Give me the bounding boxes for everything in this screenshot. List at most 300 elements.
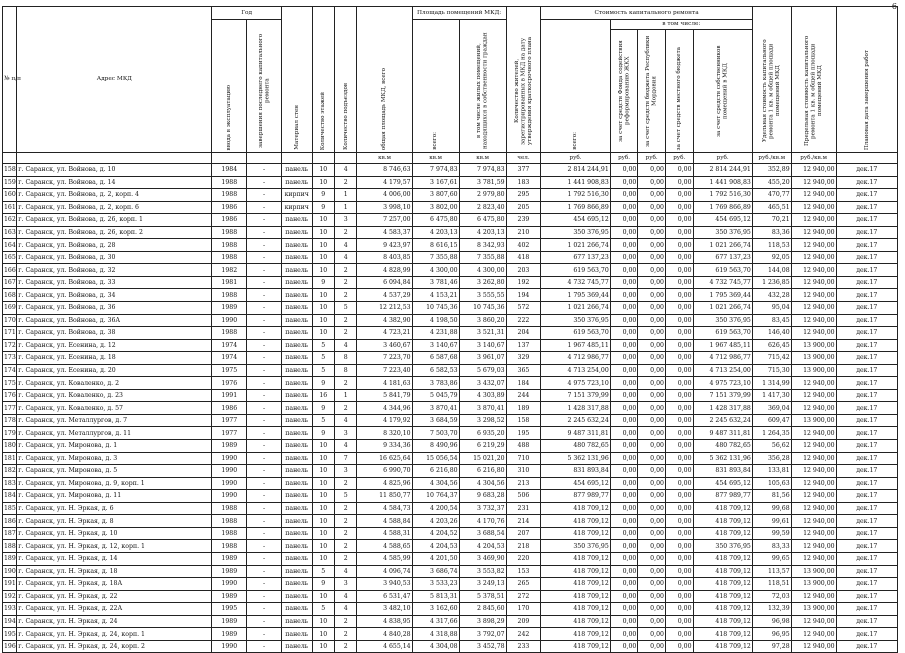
cell-entrances: 3 xyxy=(335,427,357,440)
cell-cost-federal: 0,00 xyxy=(610,276,638,289)
cell-address: г. Саранск, ул. Войнова, д. 2, корп. 6 xyxy=(17,201,212,214)
cell-year-last-repair: - xyxy=(247,628,282,641)
cell-residents: 194 xyxy=(506,289,541,302)
cell-wall-material: кирпич xyxy=(281,201,312,214)
cell-row-number: 189 xyxy=(3,552,17,565)
cell-premises-residential: 5 679,03 xyxy=(459,364,506,377)
cell-specific-cost: 81,56 xyxy=(752,490,791,503)
cell-cost-owners: 1 021 266,74 xyxy=(693,302,752,315)
cell-wall-material: панель xyxy=(281,214,312,227)
cell-row-number: 187 xyxy=(3,527,17,540)
cell-year-last-repair: - xyxy=(247,527,282,540)
cell-year-last-repair: - xyxy=(247,414,282,427)
cell-cost-local: 0,00 xyxy=(665,189,693,202)
header-year-last-repair: завершения последнего капитального ремонта xyxy=(247,20,282,153)
cell-floors: 10 xyxy=(312,251,334,264)
cell-premises-residential: 4 303,89 xyxy=(459,389,506,402)
cell-residents: 295 xyxy=(506,189,541,202)
cell-premises-residential: 3 432,07 xyxy=(459,377,506,390)
cell-cost-local: 0,00 xyxy=(665,264,693,277)
cell-completion-date: дек.17 xyxy=(836,552,897,565)
cell-completion-date: дек.17 xyxy=(836,214,897,227)
cell-residents: 213 xyxy=(506,477,541,490)
cell-specific-cost: 133,81 xyxy=(752,465,791,478)
cell-address: г. Саранск, ул. Войнова, д. 26, корп. 2 xyxy=(17,226,212,239)
cell-year-commission: 1984 xyxy=(212,164,247,177)
cell-max-cost: 12 940,00 xyxy=(791,276,836,289)
cell-cost-federal: 0,00 xyxy=(610,251,638,264)
table-row xyxy=(3,364,898,377)
cell-specific-cost: 118,53 xyxy=(752,239,791,252)
cell-premises-residential: 6 216,80 xyxy=(459,465,506,478)
cell-floors: 10 xyxy=(312,628,334,641)
cell-address: г. Саранск, ул. Н. Эркая, д. 12, корп. 1 xyxy=(17,540,212,553)
cell-year-commission: 1989 xyxy=(212,302,247,315)
cell-max-cost: 12 940,00 xyxy=(791,628,836,641)
cell-specific-cost: 455,20 xyxy=(752,176,791,189)
cell-premises-total: 4 204,52 xyxy=(412,527,459,540)
cell-year-commission: 1986 xyxy=(212,402,247,415)
cell-wall-material: панель xyxy=(281,590,312,603)
cell-cost-total: 1 967 485,11 xyxy=(541,339,610,352)
table-row xyxy=(3,239,898,252)
cell-completion-date: дек.17 xyxy=(836,352,897,365)
cell-entrances: 1 xyxy=(335,389,357,402)
cell-cost-total: 418 709,12 xyxy=(541,578,610,591)
cell-year-commission: 1990 xyxy=(212,640,247,653)
cell-address: г. Саранск, ул. Н. Эркая, д. 14 xyxy=(17,552,212,565)
cell-cost-federal: 0,00 xyxy=(610,552,638,565)
cell-cost-regional: 0,00 xyxy=(638,377,666,390)
cell-address: г. Саранск, ул. Войнова, д. 14 xyxy=(17,176,212,189)
cell-entrances: 2 xyxy=(335,226,357,239)
cell-year-last-repair: - xyxy=(247,327,282,340)
cell-total-area: 4 584,73 xyxy=(357,502,412,515)
cell-wall-material: панель xyxy=(281,264,312,277)
cell-cost-regional: 0,00 xyxy=(638,389,666,402)
cell-row-number: 173 xyxy=(3,352,17,365)
cell-completion-date: дек.17 xyxy=(836,615,897,628)
cell-residents: 310 xyxy=(506,465,541,478)
cell-cost-local: 0,00 xyxy=(665,628,693,641)
cell-floors: 9 xyxy=(312,189,334,202)
cell-cost-local: 0,00 xyxy=(665,327,693,340)
cell-row-number: 163 xyxy=(3,226,17,239)
cell-cost-owners: 4 713 254,00 xyxy=(693,364,752,377)
cell-premises-residential: 6 219,29 xyxy=(459,440,506,453)
cell-residents: 209 xyxy=(506,615,541,628)
cell-cost-total: 4 713 254,00 xyxy=(541,364,610,377)
unit-rub: руб. xyxy=(541,153,610,164)
cell-cost-regional: 0,00 xyxy=(638,314,666,327)
cell-floors: 16 xyxy=(312,389,334,402)
cell-cost-local: 0,00 xyxy=(665,352,693,365)
cell-residents: 203 xyxy=(506,264,541,277)
cell-max-cost: 13 900,00 xyxy=(791,364,836,377)
table-row xyxy=(3,603,898,616)
cell-premises-residential: 15 021,20 xyxy=(459,452,506,465)
cell-premises-total: 4 203,13 xyxy=(412,226,459,239)
cell-row-number: 177 xyxy=(3,402,17,415)
cell-floors: 10 xyxy=(312,239,334,252)
cell-premises-residential: 3 469,90 xyxy=(459,552,506,565)
table-row xyxy=(3,352,898,365)
unit-area: кв.м xyxy=(459,153,506,164)
cell-total-area: 4 588,65 xyxy=(357,540,412,553)
cell-cost-owners: 454 695,12 xyxy=(693,214,752,227)
cell-specific-cost: 118,51 xyxy=(752,578,791,591)
unit-rub-per-sqm: руб./кв.м xyxy=(791,153,836,164)
cell-entrances: 4 xyxy=(335,251,357,264)
cell-completion-date: дек.17 xyxy=(836,502,897,515)
cell-row-number: 164 xyxy=(3,239,17,252)
cell-year-last-repair: - xyxy=(247,440,282,453)
cell-premises-residential: 8 342,93 xyxy=(459,239,506,252)
table-body xyxy=(3,164,898,653)
cell-residents: 272 xyxy=(506,590,541,603)
cell-entrances: 2 xyxy=(335,477,357,490)
cell-address: г. Саранск, ул. Есенина, д. 18 xyxy=(17,352,212,365)
cell-cost-regional: 0,00 xyxy=(638,603,666,616)
cell-row-number: 171 xyxy=(3,327,17,340)
cell-premises-residential: 3 898,29 xyxy=(459,615,506,628)
cell-premises-total: 4 304,56 xyxy=(412,477,459,490)
cell-total-area: 4 588,84 xyxy=(357,515,412,528)
cell-wall-material: панель xyxy=(281,477,312,490)
cell-cost-total: 454 695,12 xyxy=(541,477,610,490)
cell-premises-residential: 4 204,53 xyxy=(459,540,506,553)
cell-year-commission: 1990 xyxy=(212,578,247,591)
cell-year-commission: 1977 xyxy=(212,427,247,440)
cell-premises-residential: 7 355,88 xyxy=(459,251,506,264)
cell-cost-regional: 0,00 xyxy=(638,251,666,264)
cell-residents: 205 xyxy=(506,201,541,214)
table-row xyxy=(3,251,898,264)
cell-cost-owners: 480 782,65 xyxy=(693,440,752,453)
table-row xyxy=(3,201,898,214)
header-cost-regional: за счет средств бюджета Республики Мордовия xyxy=(638,30,666,153)
header-cost-local: за счет средств местного бюджета xyxy=(665,30,693,153)
cell-premises-residential: 2 845,60 xyxy=(459,603,506,616)
cell-row-number: 193 xyxy=(3,603,17,616)
cell-max-cost: 12 940,00 xyxy=(791,302,836,315)
cell-premises-total: 3 140,67 xyxy=(412,339,459,352)
cell-residents: 220 xyxy=(506,552,541,565)
cell-completion-date: дек.17 xyxy=(836,164,897,177)
cell-wall-material: панель xyxy=(281,239,312,252)
cell-entrances: 2 xyxy=(335,615,357,628)
cell-address: г. Саранск, ул. Войнова, д. 10 xyxy=(17,164,212,177)
cell-cost-regional: 0,00 xyxy=(638,465,666,478)
cell-specific-cost: 1 264,35 xyxy=(752,427,791,440)
cell-total-area: 8 320,10 xyxy=(357,427,412,440)
cell-cost-owners: 1 441 908,83 xyxy=(693,176,752,189)
cell-residents: 183 xyxy=(506,176,541,189)
cell-completion-date: дек.17 xyxy=(836,465,897,478)
cell-total-area: 8 746,63 xyxy=(357,164,412,177)
cell-cost-local: 0,00 xyxy=(665,540,693,553)
cell-cost-owners: 2 814 244,91 xyxy=(693,164,752,177)
cell-address: г. Саранск, ул. Войнова, д. 28 xyxy=(17,239,212,252)
cell-wall-material: панель xyxy=(281,552,312,565)
cell-total-area: 4 006,00 xyxy=(357,189,412,202)
cell-cost-owners: 677 137,23 xyxy=(693,251,752,264)
cell-cost-federal: 0,00 xyxy=(610,189,638,202)
cell-total-area: 9 334,36 xyxy=(357,440,412,453)
cell-specific-cost: 626,45 xyxy=(752,339,791,352)
cell-cost-regional: 0,00 xyxy=(638,414,666,427)
cell-address: г. Саранск, ул. Войнова, д. 26, корп. 1 xyxy=(17,214,212,227)
cell-total-area: 11 850,77 xyxy=(357,490,412,503)
cell-wall-material: панель xyxy=(281,465,312,478)
cell-year-last-repair: - xyxy=(247,214,282,227)
cell-premises-total: 4 201,50 xyxy=(412,552,459,565)
cell-floors: 5 xyxy=(312,352,334,365)
cell-max-cost: 12 940,00 xyxy=(791,164,836,177)
cell-specific-cost: 72,03 xyxy=(752,590,791,603)
cell-cost-regional: 0,00 xyxy=(638,302,666,315)
cell-entrances: 4 xyxy=(335,414,357,427)
cell-premises-residential: 3 732,37 xyxy=(459,502,506,515)
cell-specific-cost: 96,95 xyxy=(752,628,791,641)
cell-wall-material: панель xyxy=(281,251,312,264)
cell-residents: 377 xyxy=(506,164,541,177)
cell-residents: 218 xyxy=(506,540,541,553)
cell-entrances: 5 xyxy=(335,302,357,315)
header-year: Год xyxy=(212,7,281,20)
cell-premises-residential: 4 170,76 xyxy=(459,515,506,528)
cell-cost-owners: 831 893,84 xyxy=(693,465,752,478)
table-row xyxy=(3,527,898,540)
cell-specific-cost: 144,08 xyxy=(752,264,791,277)
cell-cost-federal: 0,00 xyxy=(610,452,638,465)
cell-specific-cost: 83,33 xyxy=(752,540,791,553)
cell-floors: 10 xyxy=(312,214,334,227)
cell-year-last-repair: - xyxy=(247,452,282,465)
cell-max-cost: 12 940,00 xyxy=(791,515,836,528)
unit-cell xyxy=(836,153,897,164)
cell-completion-date: дек.17 xyxy=(836,427,897,440)
table-row xyxy=(3,628,898,641)
cell-premises-total: 10 764,37 xyxy=(412,490,459,503)
cell-premises-residential: 2 823,40 xyxy=(459,201,506,214)
cell-cost-local: 0,00 xyxy=(665,440,693,453)
cell-year-commission: 1981 xyxy=(212,276,247,289)
cell-cost-federal: 0,00 xyxy=(610,377,638,390)
cell-cost-total: 7 151 379,99 xyxy=(541,389,610,402)
cell-row-number: 170 xyxy=(3,314,17,327)
cell-premises-residential: 3 298,52 xyxy=(459,414,506,427)
cell-completion-date: дек.17 xyxy=(836,189,897,202)
cell-max-cost: 12 940,00 xyxy=(791,226,836,239)
cell-year-commission: 1989 xyxy=(212,590,247,603)
cell-max-cost: 13 900,00 xyxy=(791,578,836,591)
cell-total-area: 3 998,10 xyxy=(357,201,412,214)
cell-year-commission: 1989 xyxy=(212,615,247,628)
cell-cost-regional: 0,00 xyxy=(638,276,666,289)
cell-floors: 10 xyxy=(312,515,334,528)
cell-specific-cost: 56,62 xyxy=(752,440,791,453)
cell-completion-date: дек.17 xyxy=(836,515,897,528)
cell-cost-total: 418 709,12 xyxy=(541,590,610,603)
unit-cell xyxy=(312,153,334,164)
cell-address: г. Саранск, ул. Н. Эркая, д. 8 xyxy=(17,515,212,528)
cell-wall-material: панель xyxy=(281,389,312,402)
cell-address: г. Саранск, ул. Войнова, д. 36 xyxy=(17,302,212,315)
cell-specific-cost: 465,51 xyxy=(752,201,791,214)
cell-row-number: 166 xyxy=(3,264,17,277)
cell-cost-federal: 0,00 xyxy=(610,640,638,653)
cell-year-last-repair: - xyxy=(247,389,282,402)
cell-cost-owners: 877 989,77 xyxy=(693,490,752,503)
cell-total-area: 4 723,21 xyxy=(357,327,412,340)
cell-cost-owners: 418 709,12 xyxy=(693,552,752,565)
cell-wall-material: панель xyxy=(281,176,312,189)
cell-wall-material: панель xyxy=(281,327,312,340)
header-including: в том числе: xyxy=(610,20,752,30)
cell-entrances: 2 xyxy=(335,527,357,540)
cell-floors: 9 xyxy=(312,402,334,415)
cell-year-commission: 1988 xyxy=(212,540,247,553)
cell-max-cost: 12 940,00 xyxy=(791,502,836,515)
cell-premises-residential: 3 140,67 xyxy=(459,339,506,352)
cell-floors: 10 xyxy=(312,264,334,277)
cell-address: г. Саранск, ул. Коваленко, д. 2 xyxy=(17,377,212,390)
cell-wall-material: панель xyxy=(281,628,312,641)
cell-row-number: 160 xyxy=(3,189,17,202)
cell-premises-residential: 3 553,82 xyxy=(459,565,506,578)
cell-cost-local: 0,00 xyxy=(665,377,693,390)
cell-row-number: 172 xyxy=(3,339,17,352)
cell-max-cost: 12 940,00 xyxy=(791,552,836,565)
cell-row-number: 195 xyxy=(3,628,17,641)
table-row xyxy=(3,402,898,415)
cell-entrances: 2 xyxy=(335,628,357,641)
cell-premises-residential: 3 870,41 xyxy=(459,402,506,415)
cell-completion-date: дек.17 xyxy=(836,327,897,340)
cell-total-area: 4 583,37 xyxy=(357,226,412,239)
cell-cost-total: 350 376,95 xyxy=(541,314,610,327)
cell-wall-material: панель xyxy=(281,527,312,540)
cell-entrances: 4 xyxy=(335,239,357,252)
cell-row-number: 176 xyxy=(3,389,17,402)
cell-max-cost: 12 940,00 xyxy=(791,527,836,540)
cell-premises-total: 3 684,59 xyxy=(412,414,459,427)
cell-floors: 5 xyxy=(312,603,334,616)
cell-year-last-repair: - xyxy=(247,164,282,177)
cell-wall-material: панель xyxy=(281,565,312,578)
cell-cost-federal: 0,00 xyxy=(610,565,638,578)
cell-floors: 9 xyxy=(312,276,334,289)
cell-total-area: 3 940,53 xyxy=(357,578,412,591)
cell-cost-owners: 4 712 986,77 xyxy=(693,352,752,365)
cell-premises-total: 4 204,53 xyxy=(412,540,459,553)
cell-year-commission: 1975 xyxy=(212,364,247,377)
cell-completion-date: дек.17 xyxy=(836,226,897,239)
cell-cost-regional: 0,00 xyxy=(638,402,666,415)
cell-year-commission: 1995 xyxy=(212,603,247,616)
cell-cost-local: 0,00 xyxy=(665,615,693,628)
cell-completion-date: дек.17 xyxy=(836,276,897,289)
cell-address: г. Саранск, ул. Н. Эркая, д. 24, корп. 1 xyxy=(17,628,212,641)
cell-cost-local: 0,00 xyxy=(665,477,693,490)
cell-floors: 10 xyxy=(312,164,334,177)
table-row xyxy=(3,226,898,239)
cell-year-last-repair: - xyxy=(247,201,282,214)
cell-total-area: 6 990,70 xyxy=(357,465,412,478)
cell-row-number: 158 xyxy=(3,164,17,177)
cell-premises-total: 8 490,96 xyxy=(412,440,459,453)
cell-floors: 10 xyxy=(312,465,334,478)
cell-cost-owners: 7 151 379,99 xyxy=(693,389,752,402)
cell-premises-residential: 9 683,28 xyxy=(459,490,506,503)
header-wall-material: Материал стен xyxy=(281,7,312,153)
cell-specific-cost: 95,04 xyxy=(752,302,791,315)
cell-year-last-repair: - xyxy=(247,189,282,202)
cell-max-cost: 12 940,00 xyxy=(791,289,836,302)
cell-completion-date: дек.17 xyxy=(836,251,897,264)
cell-wall-material: кирпич xyxy=(281,189,312,202)
cell-cost-total: 418 709,12 xyxy=(541,527,610,540)
cell-address: г. Саранск, ул. Н. Эркая, д. 22 xyxy=(17,590,212,603)
cell-cost-local: 0,00 xyxy=(665,552,693,565)
cell-cost-local: 0,00 xyxy=(665,251,693,264)
cell-row-number: 161 xyxy=(3,201,17,214)
cell-year-commission: 1991 xyxy=(212,389,247,402)
table-row xyxy=(3,189,898,202)
cell-completion-date: дек.17 xyxy=(836,565,897,578)
cell-cost-local: 0,00 xyxy=(665,502,693,515)
header-total-area: общая площадь МКД, всего xyxy=(357,7,412,153)
cell-cost-regional: 0,00 xyxy=(638,527,666,540)
cell-cost-regional: 0,00 xyxy=(638,515,666,528)
cell-year-commission: 1986 xyxy=(212,201,247,214)
cell-specific-cost: 99,68 xyxy=(752,502,791,515)
cell-cost-regional: 0,00 xyxy=(638,540,666,553)
cell-cost-total: 2 814 244,91 xyxy=(541,164,610,177)
cell-cost-local: 0,00 xyxy=(665,427,693,440)
cell-cost-total: 4 732 745,77 xyxy=(541,276,610,289)
cell-residents: 170 xyxy=(506,603,541,616)
cell-cost-total: 4 975 723,10 xyxy=(541,377,610,390)
cell-year-commission: 1988 xyxy=(212,226,247,239)
cell-address: г. Саранск, ул. Миронова, д. 5 xyxy=(17,465,212,478)
cell-cost-local: 0,00 xyxy=(665,490,693,503)
cell-entrances: 3 xyxy=(335,214,357,227)
cell-premises-residential: 4 300,00 xyxy=(459,264,506,277)
unit-cell xyxy=(212,153,247,164)
cell-cost-regional: 0,00 xyxy=(638,590,666,603)
cell-year-last-repair: - xyxy=(247,402,282,415)
cell-total-area: 4 537,29 xyxy=(357,289,412,302)
cell-row-number: 184 xyxy=(3,490,17,503)
cell-entrances: 2 xyxy=(335,377,357,390)
cell-floors: 9 xyxy=(312,201,334,214)
cell-residents: 214 xyxy=(506,515,541,528)
cell-floors: 9 xyxy=(312,578,334,591)
cell-address: г. Саранск, ул. Войнова, д. 38 xyxy=(17,327,212,340)
cell-floors: 10 xyxy=(312,289,334,302)
cell-max-cost: 12 940,00 xyxy=(791,440,836,453)
cell-entrances: 4 xyxy=(335,590,357,603)
cell-year-commission: 1990 xyxy=(212,314,247,327)
cell-year-last-repair: - xyxy=(247,640,282,653)
cell-cost-regional: 0,00 xyxy=(638,239,666,252)
cell-premises-total: 4 300,00 xyxy=(412,264,459,277)
cell-year-last-repair: - xyxy=(247,251,282,264)
cell-cost-owners: 619 563,70 xyxy=(693,327,752,340)
cell-cost-total: 454 695,12 xyxy=(541,214,610,227)
